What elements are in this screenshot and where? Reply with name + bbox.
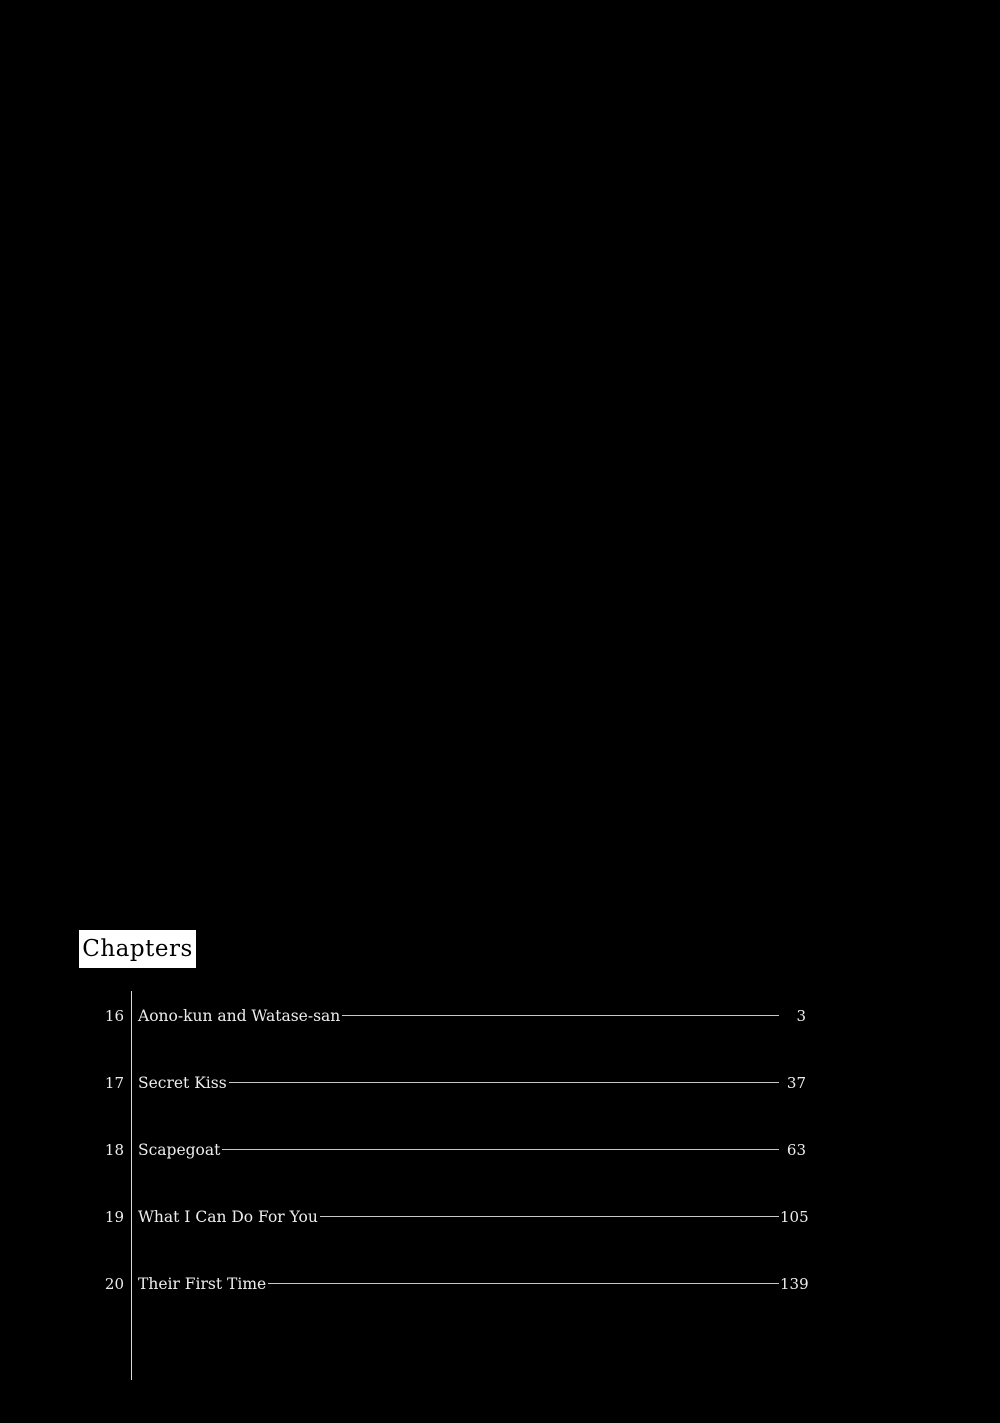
leader-line bbox=[138, 1082, 779, 1083]
leader-line bbox=[138, 1149, 779, 1150]
chapter-number: 18 bbox=[104, 1141, 124, 1159]
toc-entry bbox=[0, 1272, 1000, 1296]
chapter-number: 16 bbox=[104, 1007, 124, 1025]
chapter-number: 17 bbox=[104, 1074, 124, 1092]
page-number: 105 bbox=[780, 1208, 809, 1226]
chapter-title: Their First Time bbox=[138, 1272, 268, 1296]
chapter-title: Secret Kiss bbox=[138, 1071, 229, 1095]
page-number: 37 bbox=[786, 1074, 806, 1092]
toc-entry bbox=[0, 1205, 1000, 1229]
toc-entry bbox=[0, 1071, 1000, 1095]
chapter-title: Aono-kun and Watase-san bbox=[138, 1004, 342, 1028]
toc-entry bbox=[0, 1138, 1000, 1162]
page-number: 63 bbox=[786, 1141, 806, 1159]
chapter-title: Scapegoat bbox=[138, 1138, 222, 1162]
toc-entry bbox=[0, 1004, 1000, 1028]
chapter-title: What I Can Do For You bbox=[138, 1205, 320, 1229]
toc-heading: Chapters bbox=[79, 930, 196, 968]
page-number: 3 bbox=[796, 1007, 806, 1025]
chapter-number: 19 bbox=[104, 1208, 124, 1226]
page-number: 139 bbox=[780, 1275, 809, 1293]
chapter-number: 20 bbox=[104, 1275, 124, 1293]
